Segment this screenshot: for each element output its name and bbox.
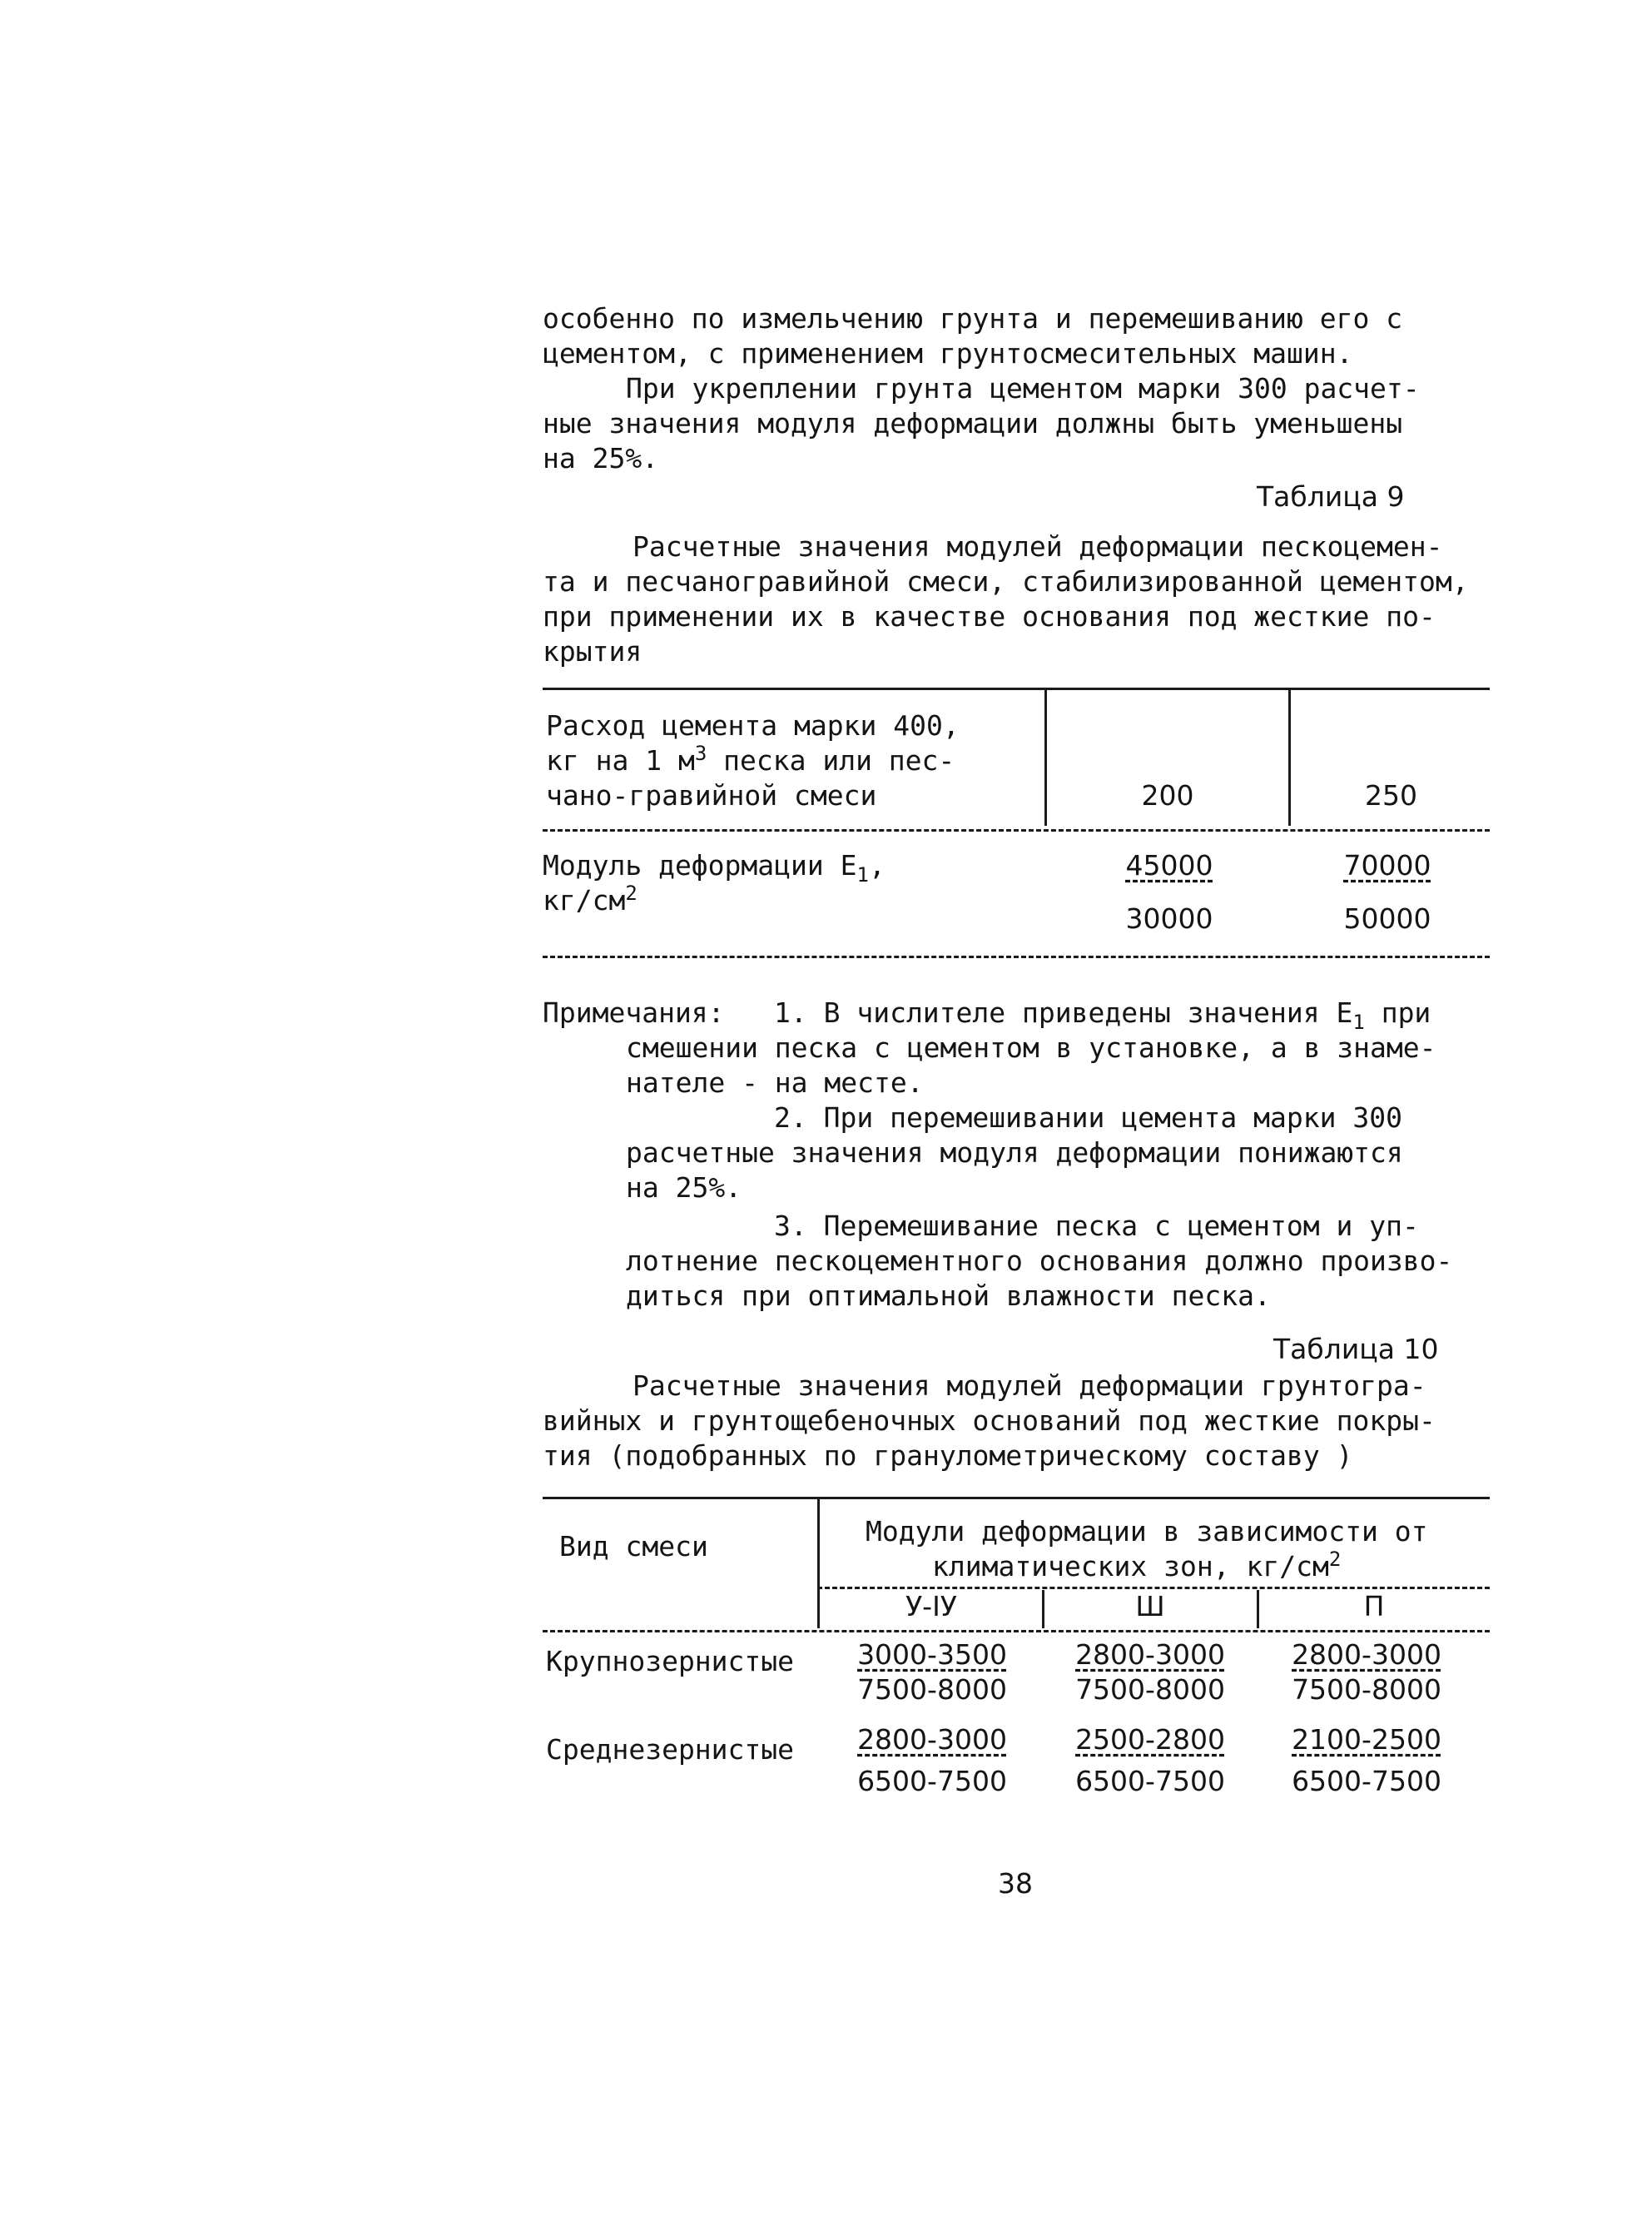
table10-zone-1: У-IУ [905, 1590, 957, 1622]
note-3-line-2: лотнение пескоцементного основания должно произво- [626, 1245, 1453, 1277]
table9-header-line-1: Расход цемента марки 400, [546, 709, 960, 742]
table9-col-200: 200 [1141, 779, 1194, 812]
table10-row1-zone1-den: 7500-8000 [857, 1673, 1007, 1706]
table9-divider-1 [1044, 688, 1047, 826]
table10-row2-zone1-den: 6500-7500 [857, 1765, 1007, 1797]
table9-value-denominator-1: 30000 [1125, 902, 1213, 935]
intro-line-4: ные значения модуля деформации должны быть уменьшены [543, 407, 1403, 440]
note-prefix: Примечания: [543, 996, 725, 1029]
table10-row2-zone2-num: 2500-2800 [1075, 1723, 1225, 1756]
table10-zone-divider-1 [1042, 1590, 1044, 1628]
table9-header-rule [543, 829, 1490, 832]
table10-row2-zone3-den: 6500-7500 [1292, 1765, 1441, 1797]
table10-caption-line-2: вийных и грунтощебеночных оснований под жесткие покры- [543, 1404, 1436, 1437]
note-3-line-3: диться при оптимальной влажности песка. [626, 1279, 1271, 1312]
table10-header-bottom-rule [543, 1630, 1490, 1632]
table10-row1-zone3-num: 2800-3000 [1292, 1638, 1441, 1671]
table10-row1-zone2-num: 2800-3000 [1075, 1638, 1225, 1671]
table9-caption-line-4: крытия [543, 635, 642, 668]
table10-label: Таблица 10 [1273, 1333, 1439, 1365]
table10-row1-zone2-den: 7500-8000 [1075, 1673, 1225, 1706]
note-2-line-2: расчетные значения модуля деформации понижаются [626, 1136, 1403, 1169]
table10-caption-line-3: тия (подобранных по гранулометрическому составу ) [543, 1439, 1353, 1472]
table9-bottom-rule [543, 956, 1490, 958]
table9-value-numerator-2: 70000 [1343, 849, 1431, 882]
intro-line-2: цементом, с применением грунтосмесительных машин. [543, 337, 1353, 370]
table10-mix-header: Вид смеси [559, 1530, 708, 1563]
intro-line-1: особенно по измельчению грунта и перемешиванию его с [543, 302, 1403, 335]
table10-row-label: Среднезернистые [546, 1733, 795, 1766]
note-1-line-3: нателе - на месте. [626, 1066, 924, 1099]
table10-zone-3: П [1363, 1590, 1385, 1622]
note-2-line-3: на 25%. [626, 1171, 742, 1204]
table10-divider-mix [817, 1497, 820, 1628]
table10-zone-divider-2 [1257, 1590, 1259, 1628]
table10-row2-zone2-den: 6500-7500 [1075, 1765, 1225, 1797]
note-3-line-1: 3. Перемешивание песка с цементом и уп- [774, 1210, 1419, 1242]
table9-row-label-2: $кг/см^2$ [543, 882, 637, 917]
note-1-line-2: смешении песка с цементом в установке, а в знаме- [626, 1031, 1436, 1064]
table9-caption-line-3: при применении их в качестве основания под жесткие по- [543, 600, 1436, 633]
table9-header-line-2: кг на 1 $м^3$ песка или пес- [546, 742, 955, 777]
table10-row-label: Крупнозернистые [546, 1645, 795, 1677]
table9-header-line-3: чано-гравийной смеси [546, 779, 877, 812]
table9-value-numerator-1: 45000 [1125, 849, 1213, 882]
table10-row1-zone3-den: 7500-8000 [1292, 1673, 1441, 1706]
table10-modulus-header-line-1: Модули деформации в зависимости от [866, 1515, 1428, 1548]
table9-col-250: 250 [1365, 779, 1417, 812]
table10-zone-2: Ш [1135, 1590, 1165, 1622]
page-number: 38 [998, 1867, 1033, 1900]
note-1-line-1: 1. В числителе приведены значения $E_1$ при [774, 996, 1431, 1034]
table9-divider-2 [1288, 688, 1291, 826]
table10-row2-zone1-num: 2800-3000 [857, 1723, 1007, 1756]
table10-modulus-header-line-2: климатических зон, $кг/см^2$ [932, 1548, 1342, 1583]
table9-caption-line-1: Расчетные значения модулей деформации пескоцемен- [633, 530, 1443, 563]
table9-value-denominator-2: 50000 [1343, 902, 1431, 935]
note-2-line-1: 2. При перемешивании цемента марки 300 [774, 1101, 1402, 1134]
intro-line-5: на 25%. [543, 442, 659, 475]
table9-top-rule [543, 688, 1490, 690]
table10-row2-zone3-num: 2100-2500 [1292, 1723, 1441, 1756]
table9-label: Таблица 9 [1257, 480, 1405, 513]
intro-line-3: При укреплении грунта цементом марки 300 расчет- [626, 372, 1420, 405]
table10-caption-line-1: Расчетные значения модулей деформации грунтогра- [633, 1369, 1426, 1402]
table10-top-rule [543, 1497, 1490, 1499]
table9-row-label-1: Модуль деформации $E_1$, [543, 849, 886, 887]
table10-zone-rule [817, 1587, 1490, 1589]
table10-row1-zone1-num: 3000-3500 [857, 1638, 1007, 1671]
table9-caption-line-2: та и песчаногравийной смеси, стабилизированной цементом, [543, 565, 1469, 598]
